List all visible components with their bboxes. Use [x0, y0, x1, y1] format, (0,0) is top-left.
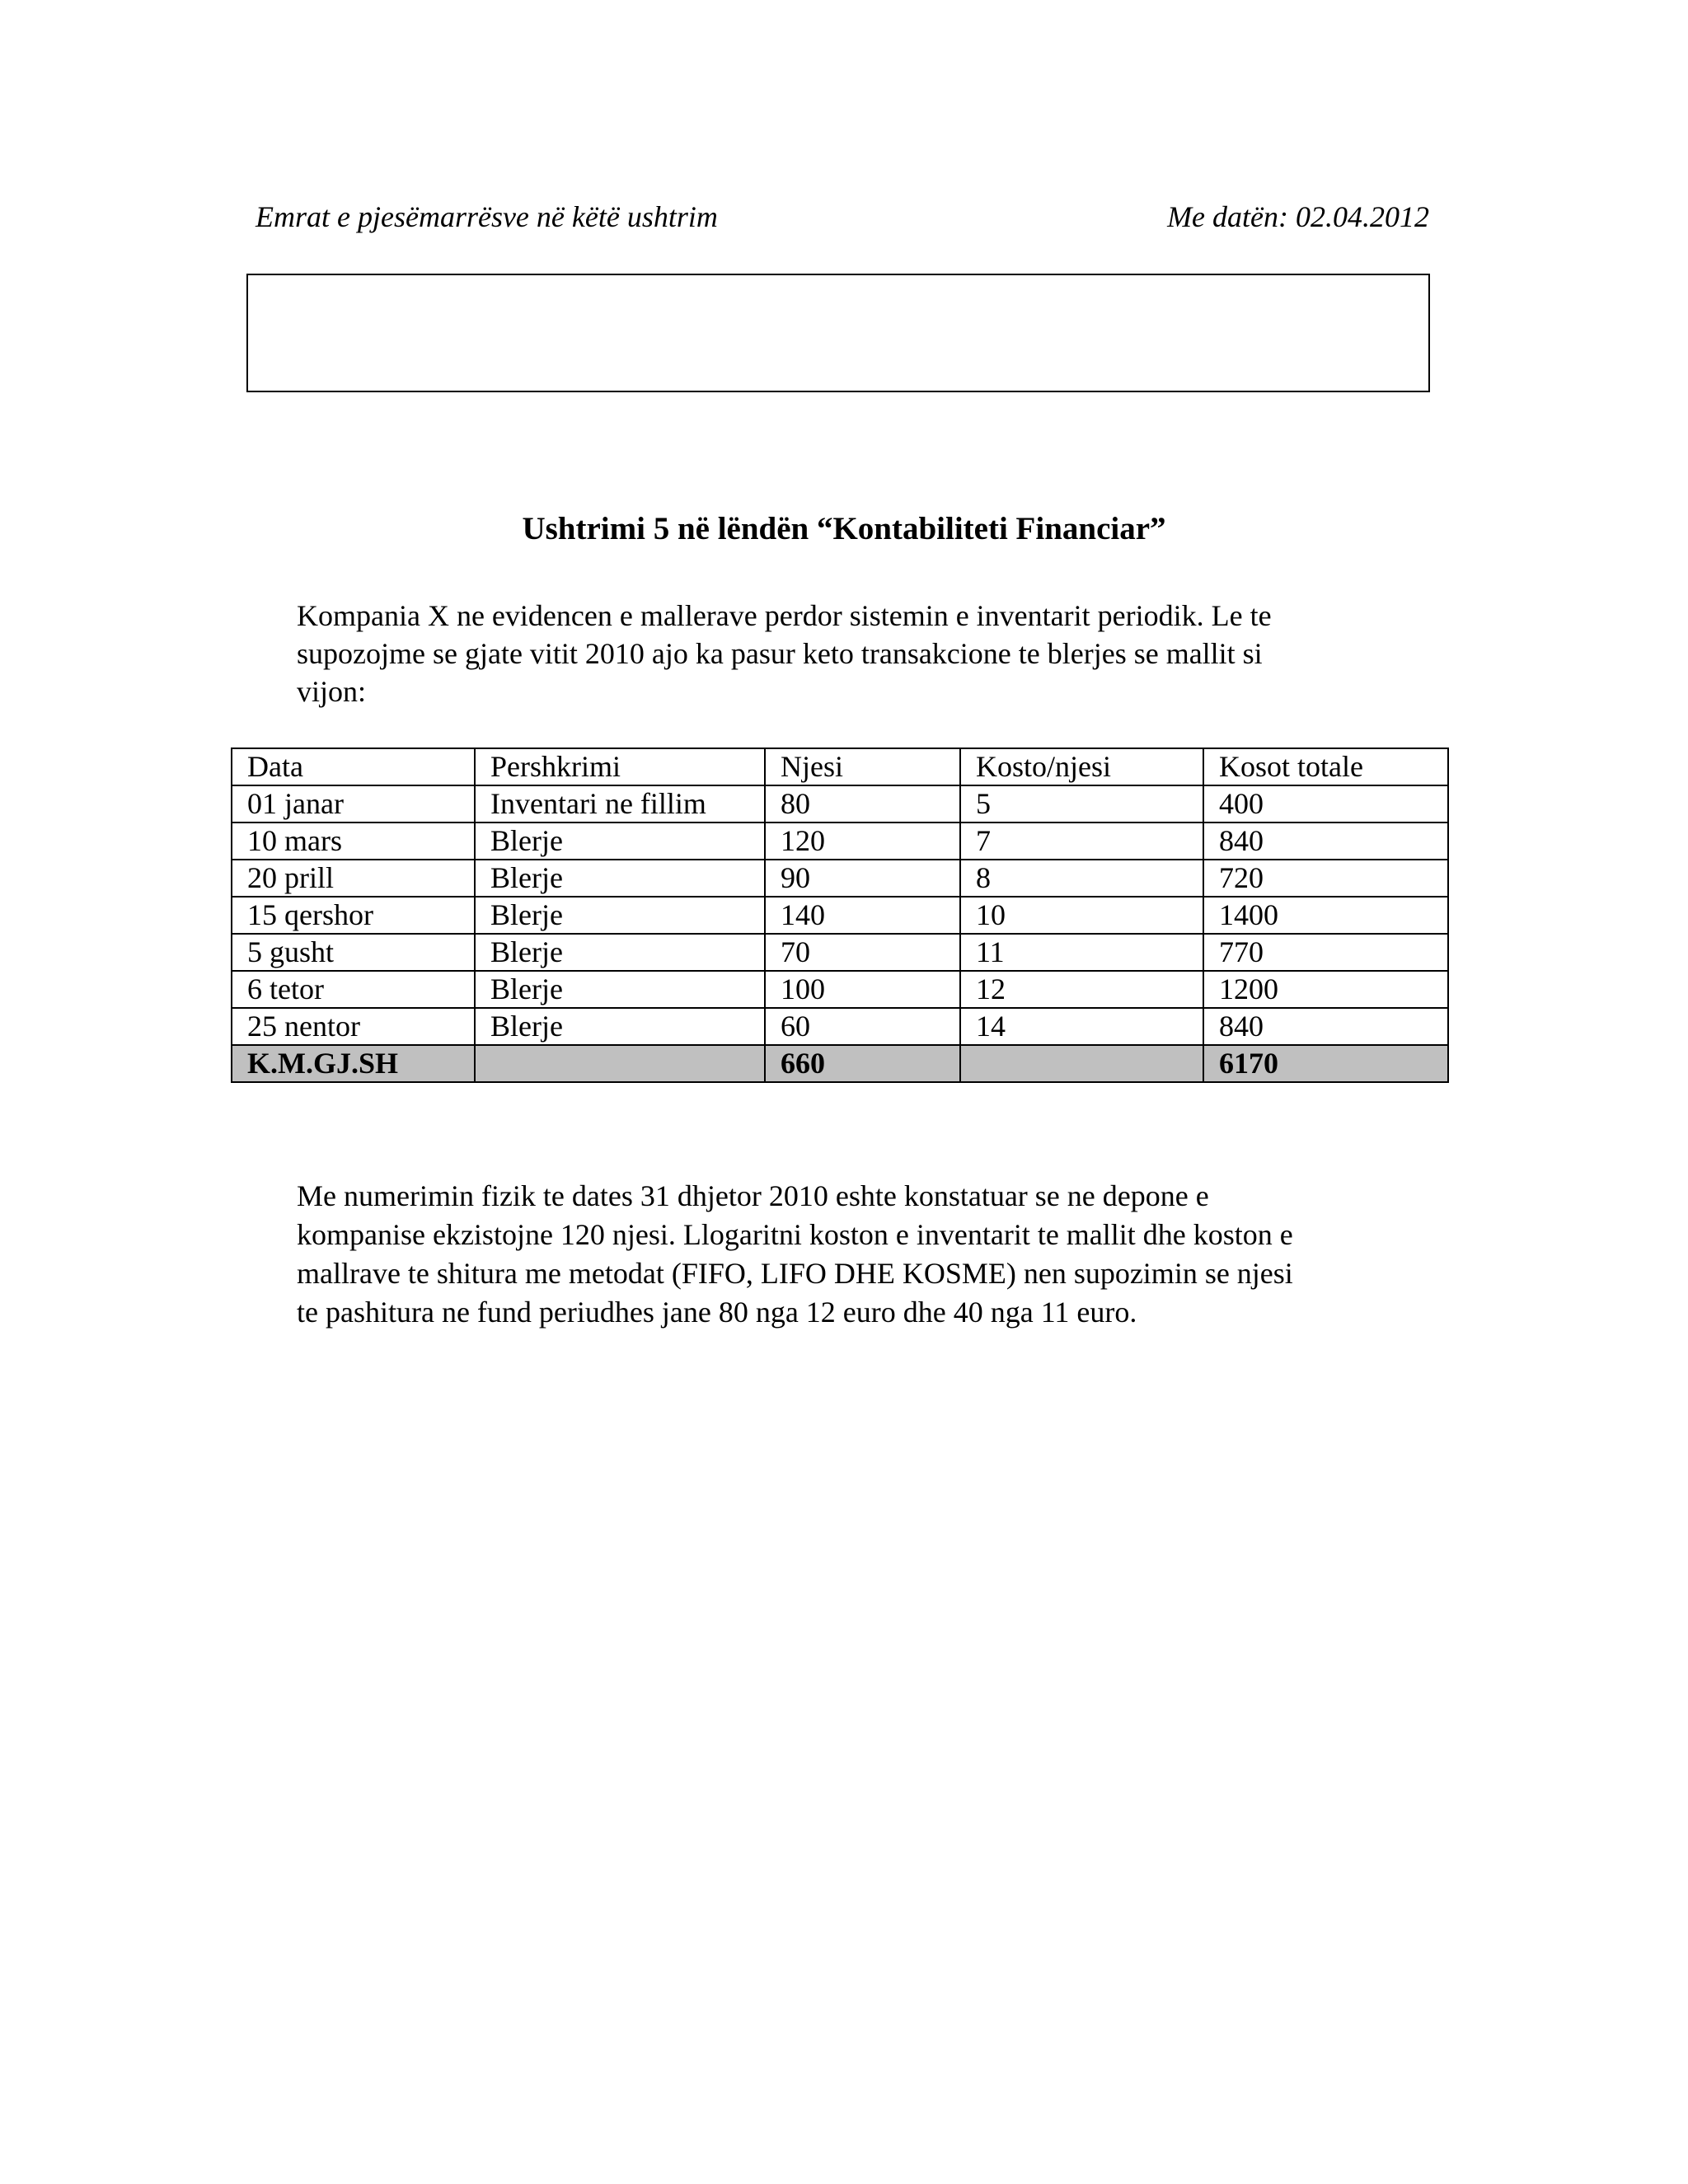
conclusion-line: kompanise ekzistojne 120 njesi. Llogaritni koston e inventarit te mallit dhe koston e [297, 1218, 1293, 1251]
total-description [475, 1045, 765, 1082]
conclusion-line: te pashitura ne fund periudhes jane 80 nga 12 euro dhe 40 nga 11 euro. [297, 1296, 1137, 1329]
cell-description: Blerje [475, 860, 765, 897]
cell-total-cost: 720 [1203, 860, 1448, 897]
cell-description: Inventari ne fillim [475, 785, 765, 823]
column-header-date: Data [232, 748, 475, 785]
cell-date: 6 tetor [232, 971, 475, 1008]
table-row [232, 860, 1448, 897]
cell-description: Blerje [475, 897, 765, 934]
table-total-row [232, 1045, 1448, 1082]
cell-units: 120 [765, 823, 960, 860]
total-label: K.M.GJ.SH [232, 1045, 475, 1082]
cell-description: Blerje [475, 823, 765, 860]
conclusion-paragraph [297, 1177, 1451, 1332]
cell-unit-cost: 14 [960, 1008, 1203, 1045]
cell-total-cost: 840 [1203, 1008, 1448, 1045]
exercise-title: Ushtrimi 5 në lëndën “Kontabiliteti Financiar” [522, 511, 1166, 546]
cell-date: 10 mars [232, 823, 475, 860]
cell-date: 20 prill [232, 860, 475, 897]
table-row [232, 971, 1448, 1008]
cell-units: 80 [765, 785, 960, 823]
cell-unit-cost: 8 [960, 860, 1203, 897]
cell-description: Blerje [475, 934, 765, 971]
cell-units: 100 [765, 971, 960, 1008]
cell-description: Blerje [475, 971, 765, 1008]
cell-units: 60 [765, 1008, 960, 1045]
intro-line: Kompania X ne evidencen e mallerave perdor sistemin e inventarit periodik. Le te [297, 599, 1272, 632]
cell-total-cost: 840 [1203, 823, 1448, 860]
cell-units: 140 [765, 897, 960, 934]
cell-total-cost: 400 [1203, 785, 1448, 823]
cell-total-cost: 1400 [1203, 897, 1448, 934]
cell-total-cost: 1200 [1203, 971, 1448, 1008]
cell-total-cost: 770 [1203, 934, 1448, 971]
cell-date: 25 nentor [232, 1008, 475, 1045]
cell-date: 01 janar [232, 785, 475, 823]
column-header-description: Pershkrimi [475, 748, 765, 785]
cell-unit-cost: 12 [960, 971, 1203, 1008]
intro-line: vijon: [297, 675, 367, 708]
column-header-total-cost: Kosot totale [1203, 748, 1448, 785]
cell-unit-cost: 7 [960, 823, 1203, 860]
total-cost: 6170 [1203, 1045, 1448, 1082]
cell-unit-cost: 5 [960, 785, 1203, 823]
inventory-table [231, 748, 1449, 1083]
cell-description: Blerje [475, 1008, 765, 1045]
table-row [232, 897, 1448, 934]
total-units: 660 [765, 1045, 960, 1082]
intro-line: supozojme se gjate vitit 2010 ajo ka pasur keto transakcione te blerjes se mallit si [297, 637, 1263, 670]
cell-date: 15 qershor [232, 897, 475, 934]
intro-paragraph [297, 597, 1442, 710]
table-row [232, 785, 1448, 823]
cell-units: 70 [765, 934, 960, 971]
participants-names-box [246, 274, 1430, 392]
column-header-units: Njesi [765, 748, 960, 785]
table-row [232, 823, 1448, 860]
cell-unit-cost: 11 [960, 934, 1203, 971]
cell-unit-cost: 10 [960, 897, 1203, 934]
date-label: Me datën: 02.04.2012 [1167, 200, 1429, 233]
conclusion-line: Me numerimin fizik te dates 31 dhjetor 2010 eshte konstatuar se ne depone e [297, 1179, 1209, 1212]
column-header-unit-cost: Kosto/njesi [960, 748, 1203, 785]
cell-units: 90 [765, 860, 960, 897]
table-header-row [232, 748, 1448, 785]
table-row [232, 934, 1448, 971]
table-row [232, 1008, 1448, 1045]
cell-date: 5 gusht [232, 934, 475, 971]
conclusion-line: mallrave te shitura me metodat (FIFO, LIFO DHE KOSME) nen supozimin se njesi [297, 1257, 1293, 1290]
total-unit-cost [960, 1045, 1203, 1082]
participants-label: Emrat e pjesëmarrësve në këtë ushtrim [256, 200, 718, 233]
